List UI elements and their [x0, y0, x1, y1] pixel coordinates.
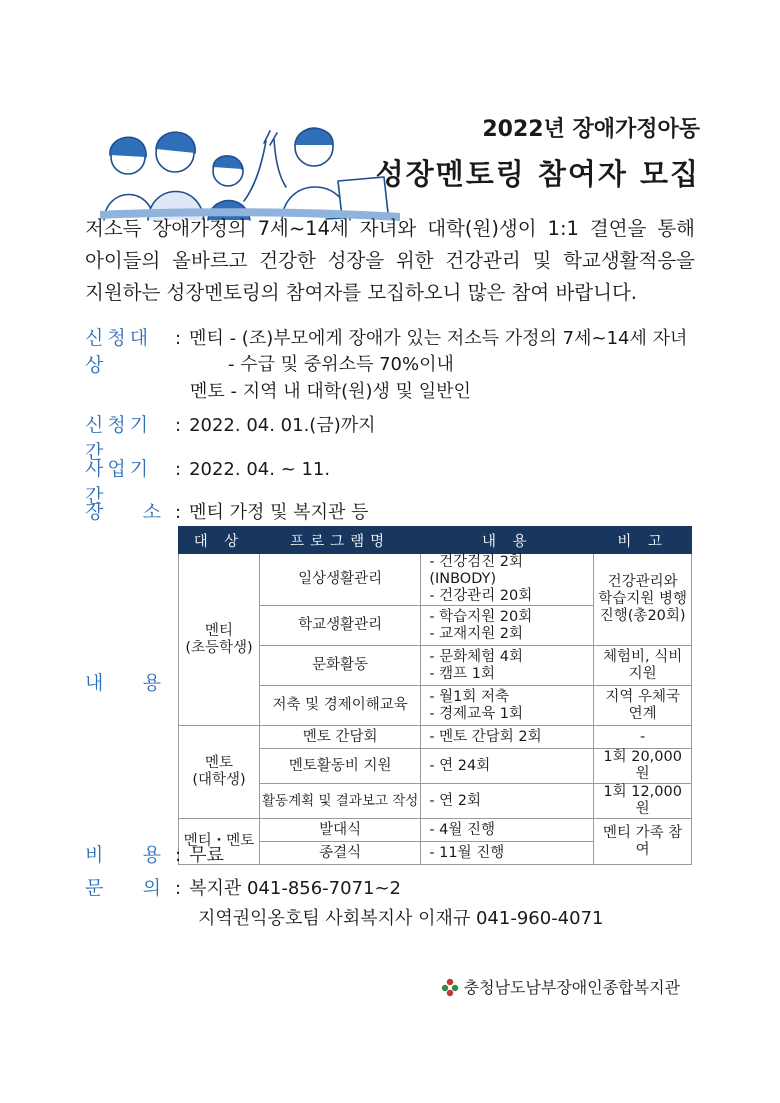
content-item: - 문화체험 4회 — [429, 648, 524, 665]
place-row — [85, 497, 368, 524]
content-item: - 경제교육 1회 — [429, 705, 524, 722]
intro-paragraph — [85, 213, 695, 309]
cost-value: 무료 — [189, 845, 224, 866]
target-mentee-sub: - 수급 및 중위소득 70%이내 — [228, 354, 454, 375]
content-item: - 건강관리 20회 — [429, 588, 533, 604]
content-item: - 학습지원 20회 — [429, 608, 533, 625]
contact-worker: 지역권익옹호팀 사회복지사 이재규 041-960-4071 — [198, 908, 604, 929]
program-name: 학교생활관리 — [260, 606, 421, 646]
colon: : — [175, 415, 182, 436]
content-item: - 교재지원 2회 — [429, 625, 524, 642]
content-item: - 월1회 저축 — [429, 688, 510, 705]
colon: : — [175, 502, 182, 523]
program-name: 저축 및 경제이해교육 — [260, 686, 421, 726]
program-note: 멘티 가족 참여 — [594, 819, 692, 865]
cost-label — [85, 840, 161, 867]
content-item: - 캠프 1회 — [429, 665, 496, 682]
program-content: - 멘토 간담회 2회 — [421, 726, 594, 749]
group-mentee: 멘티 (초등학생) — [179, 554, 260, 726]
program-content: - 연 24회 — [421, 749, 594, 784]
table-header-row — [179, 527, 692, 554]
intro-line: 저소득 장애가정의 7세~14세 자녀와 대학(원)생이 1:1 결연을 통해 — [85, 217, 695, 240]
program-name: 일상생활관리 — [260, 554, 421, 606]
page-title: 성장멘토링 참여자 모집 — [375, 157, 700, 191]
program-name: 발대식 — [260, 819, 421, 842]
program-name: 활동계획 및 결과보고 작성 — [260, 784, 421, 819]
table-row — [179, 726, 692, 749]
contact-row — [85, 873, 401, 900]
program-name: 멘토활동비 지원 — [260, 749, 421, 784]
content-label — [85, 668, 161, 695]
program-table — [178, 526, 692, 865]
place-label — [85, 497, 161, 524]
content-label-b: 용 — [142, 672, 161, 694]
place-value: 멘티 가정 및 복지관 등 — [189, 502, 369, 523]
target-label: 신청대상 — [85, 327, 153, 376]
intro-line: 지원하는 성장멘토링의 참여자를 모집하오니 많은 참여 바랍니다. — [85, 281, 637, 304]
table-row — [179, 819, 692, 842]
cost-label-b: 용 — [142, 844, 161, 866]
place-label-b: 소 — [142, 501, 161, 523]
project-period-value: 2022. 04. ~ 11. — [189, 459, 331, 480]
colon: : — [175, 328, 182, 349]
target-mentor: 멘토 - 지역 내 대학(원)생 및 일반인 — [190, 381, 471, 402]
program-content — [421, 646, 594, 686]
content-label-a: 내 — [85, 672, 104, 694]
program-content — [421, 554, 594, 606]
family-illustration — [100, 115, 400, 225]
table-header: 대 상 — [179, 527, 260, 554]
program-note: - — [594, 726, 692, 749]
program-name: 문화활동 — [260, 646, 421, 686]
program-content: - 4월 진행 — [421, 819, 594, 842]
program-content — [421, 606, 594, 646]
place-label-a: 장 — [85, 501, 104, 523]
project-period-label: 사업기간 — [85, 458, 153, 507]
contact-label — [85, 873, 161, 900]
group-both: 멘티・멘토 — [179, 819, 260, 865]
content-item: - 건강검진 2회(INBODY) — [429, 554, 524, 587]
colon: : — [175, 459, 182, 480]
program-name: 종결식 — [260, 842, 421, 865]
intro-line: 아이들의 올바르고 건강한 성장을 위한 건강관리 및 학교생활적응을 — [85, 249, 695, 272]
table-header: 내 용 — [421, 527, 594, 554]
program-content: - 11월 진행 — [421, 842, 594, 865]
program-note: 지역 우체국 연계 — [594, 686, 692, 726]
table-header: 프로그램명 — [260, 527, 421, 554]
table-header: 비 고 — [594, 527, 692, 554]
program-note: 체험비, 식비 지원 — [594, 646, 692, 686]
contact-label-b: 의 — [142, 877, 161, 899]
colon: : — [175, 878, 182, 899]
program-note: 1회 20,000원 — [594, 749, 692, 784]
organization-name: 충청남도남부장애인종합복지관 — [463, 978, 680, 997]
organization-footer — [440, 975, 680, 998]
apply-period-label: 신청기간 — [85, 414, 153, 463]
target-mentee: 멘티 - (조)부모에게 장애가 있는 저소득 가정의 7세~14세 자녀 — [189, 328, 688, 349]
contact-welfare: 복지관 041-856-7071~2 — [189, 878, 402, 899]
apply-period-value: 2022. 04. 01.(금)까지 — [189, 415, 376, 436]
program-name: 멘토 간담회 — [260, 726, 421, 749]
table-row — [179, 554, 692, 606]
program-note: 1회 12,000원 — [594, 784, 692, 819]
cost-row — [85, 840, 224, 867]
contact-label-a: 문 — [85, 877, 104, 899]
program-note: 건강관리와 학습지원 병행 진행(총20회) — [594, 554, 692, 646]
title-year-line: 2022년 장애가정아동 — [482, 117, 700, 142]
cost-label-a: 비 — [85, 844, 104, 866]
program-content: - 연 2회 — [421, 784, 594, 819]
organization-logo-icon — [440, 977, 460, 997]
group-mentor: 멘토 (대학생) — [179, 726, 260, 819]
program-content — [421, 686, 594, 726]
colon: : — [175, 845, 182, 866]
